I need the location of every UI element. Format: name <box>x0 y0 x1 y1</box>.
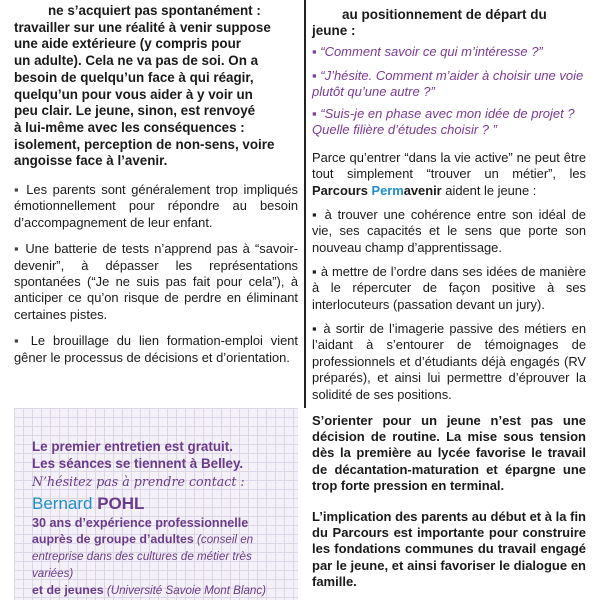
sessions-location: Les séances se tiennent à Belley. <box>32 456 244 471</box>
experience-adults-note: (conseil en <box>193 533 254 546</box>
right-heading-line: au positionnement de départ du <box>342 7 547 22</box>
contact-box-content <box>32 438 294 599</box>
right-bullet-imagerie <box>312 321 586 403</box>
brand-avenir: avenir <box>403 182 442 198</box>
intro-line: un adulte). Cela ne va pas de soi. On a <box>14 53 259 69</box>
bullet-marker-icon: ▪ <box>14 333 23 349</box>
bullet-text: Les parents sont généralement trop impliqués émotionnellement pour répondre au besoin d’accompagnement de leur enfant. <box>14 182 298 230</box>
question-item <box>312 44 586 60</box>
parcours-intro-paragraph <box>312 150 586 199</box>
bullet-text: Le brouillage du lien formation-emploi vient gêner le processus de décisions et d’orientation. <box>14 333 298 365</box>
experience-adults-detail <box>32 548 294 582</box>
contact-last-name: POHL <box>97 494 145 513</box>
first-meeting-free: Le premier entretien est gratuit. <box>32 439 233 454</box>
parcours-label: Parcours <box>312 182 372 198</box>
question-item <box>312 106 586 139</box>
right-bullet-ordre <box>312 264 586 313</box>
bullet-marker-icon: ▪ <box>312 44 317 59</box>
intro-line: besoin de quelqu’un face à qui réagir, <box>14 69 254 85</box>
bullet-marker-icon: ▪ <box>312 321 319 336</box>
bullet-marker-icon: ▪ <box>312 207 319 222</box>
question-text: “Suis-je en phase avec mon idée de projet ? Quelle filière d’études choisir ? ” <box>312 106 575 138</box>
bullet-text: à trouver une cohérence entre son idéal de vie, ses capacités et le sens que porte son nouveau champ d’apprentissage. <box>312 207 586 255</box>
bullet-marker-icon: ▪ <box>312 264 317 279</box>
experience-youth-bold: et de jeunes <box>32 583 104 597</box>
intro-bold-paragraph <box>14 3 298 170</box>
right-heading-line-2: jeune : <box>312 23 356 38</box>
intro-line: quelqu’un pour vous aider à y voir un <box>14 86 253 102</box>
intro-line: ne s’acquiert pas spontanément : <box>48 3 261 18</box>
experience-adults-detail-text: entreprise dans des cultures de métier très variées) <box>32 550 252 580</box>
left-bullet-brouillage <box>14 333 298 366</box>
bullet-marker-icon: ▪ <box>14 241 21 257</box>
left-bullet-parents <box>14 182 298 231</box>
experience-adults-bold: auprès de groupe d’adultes <box>32 532 194 546</box>
contact-first-name: Bernard <box>32 494 93 513</box>
right-bullet-coherence <box>312 207 586 256</box>
intro-line: angoisse face à l’avenir. <box>14 153 168 169</box>
experience-adults <box>32 531 294 548</box>
contact-invitation: N’hésitez pas à prendre contact : <box>32 474 245 489</box>
intro-line: peu clair. Le jeune, sinon, est renvoyé <box>14 103 256 119</box>
intro-line: à lui-même avec les conséquences : <box>14 119 245 135</box>
parcours-intro-end: aident le jeune : <box>441 182 537 198</box>
left-article-body <box>14 3 298 366</box>
orientation-bold-paragraph: S’orienter pour un jeune n’est pas une décision de routine. La mise sous tension dès la première au lycée favorise le travail de décantation-maturation et épargne une trop forte pression en terminal. <box>312 413 586 493</box>
brand-perm: Perm <box>371 182 404 198</box>
bullet-marker-icon: ▪ <box>14 182 21 198</box>
contact-box <box>14 408 298 600</box>
intro-line: une aide extérieure (y compris pour <box>14 36 241 52</box>
experience-youth-note: (Université Savoie Mont Blanc) <box>103 584 266 597</box>
parents-bold-paragraph: L’implication des parents au début et à la fin du Parcours est importante pour construire les fondations communes du travail engagé par le jeune, et ainsi favoriser le dialogue en famille. <box>312 509 586 589</box>
experience-line: 30 ans d’expérience professionnelle <box>32 516 249 530</box>
contact-name <box>32 493 294 515</box>
question-text: “Comment savoir ce qui m’intéresse ?” <box>320 44 543 59</box>
bullet-marker-icon: ▪ <box>312 68 317 83</box>
parcours-intro-text: Parce qu’entrer “dans la vie active” ne peut être tout simplement “trouver un métier”, les <box>312 150 586 182</box>
bullet-text: à mettre de l’ordre dans ses idées de manière à le répercuter de façon positive à ses interlocuteurs (passation devant un jury). <box>312 264 586 312</box>
left-bullet-tests <box>14 241 298 323</box>
intro-line: isolement, perception de non-sens, voire <box>14 136 275 152</box>
bullet-text: Une batterie de tests n’apprend pas à “savoir-devenir”, à dépasser les représentations spontanées (“Je ne suis pas fait pour cela”), à anticiper ce qu’on risque de perdre en éliminant certaines pistes. <box>14 241 298 322</box>
intro-line: travailler sur une réalité à venir suppose <box>14 19 271 35</box>
experience-youth <box>32 582 294 599</box>
question-text: “J’hésite. Comment m’aider à choisir une voie plutôt qu’une autre ?” <box>312 68 584 100</box>
bullet-text: à sortir de l’imagerie passive des métiers en l’aidant à s’entourer de témoignages de professionnels et d’étudiants déjà engagés (RV préparés), et ainsi lui permettre d’éprouver la solidité de ses positions. <box>312 321 586 402</box>
column-divider <box>304 0 306 408</box>
question-item <box>312 68 586 101</box>
bullet-marker-icon: ▪ <box>312 106 317 121</box>
